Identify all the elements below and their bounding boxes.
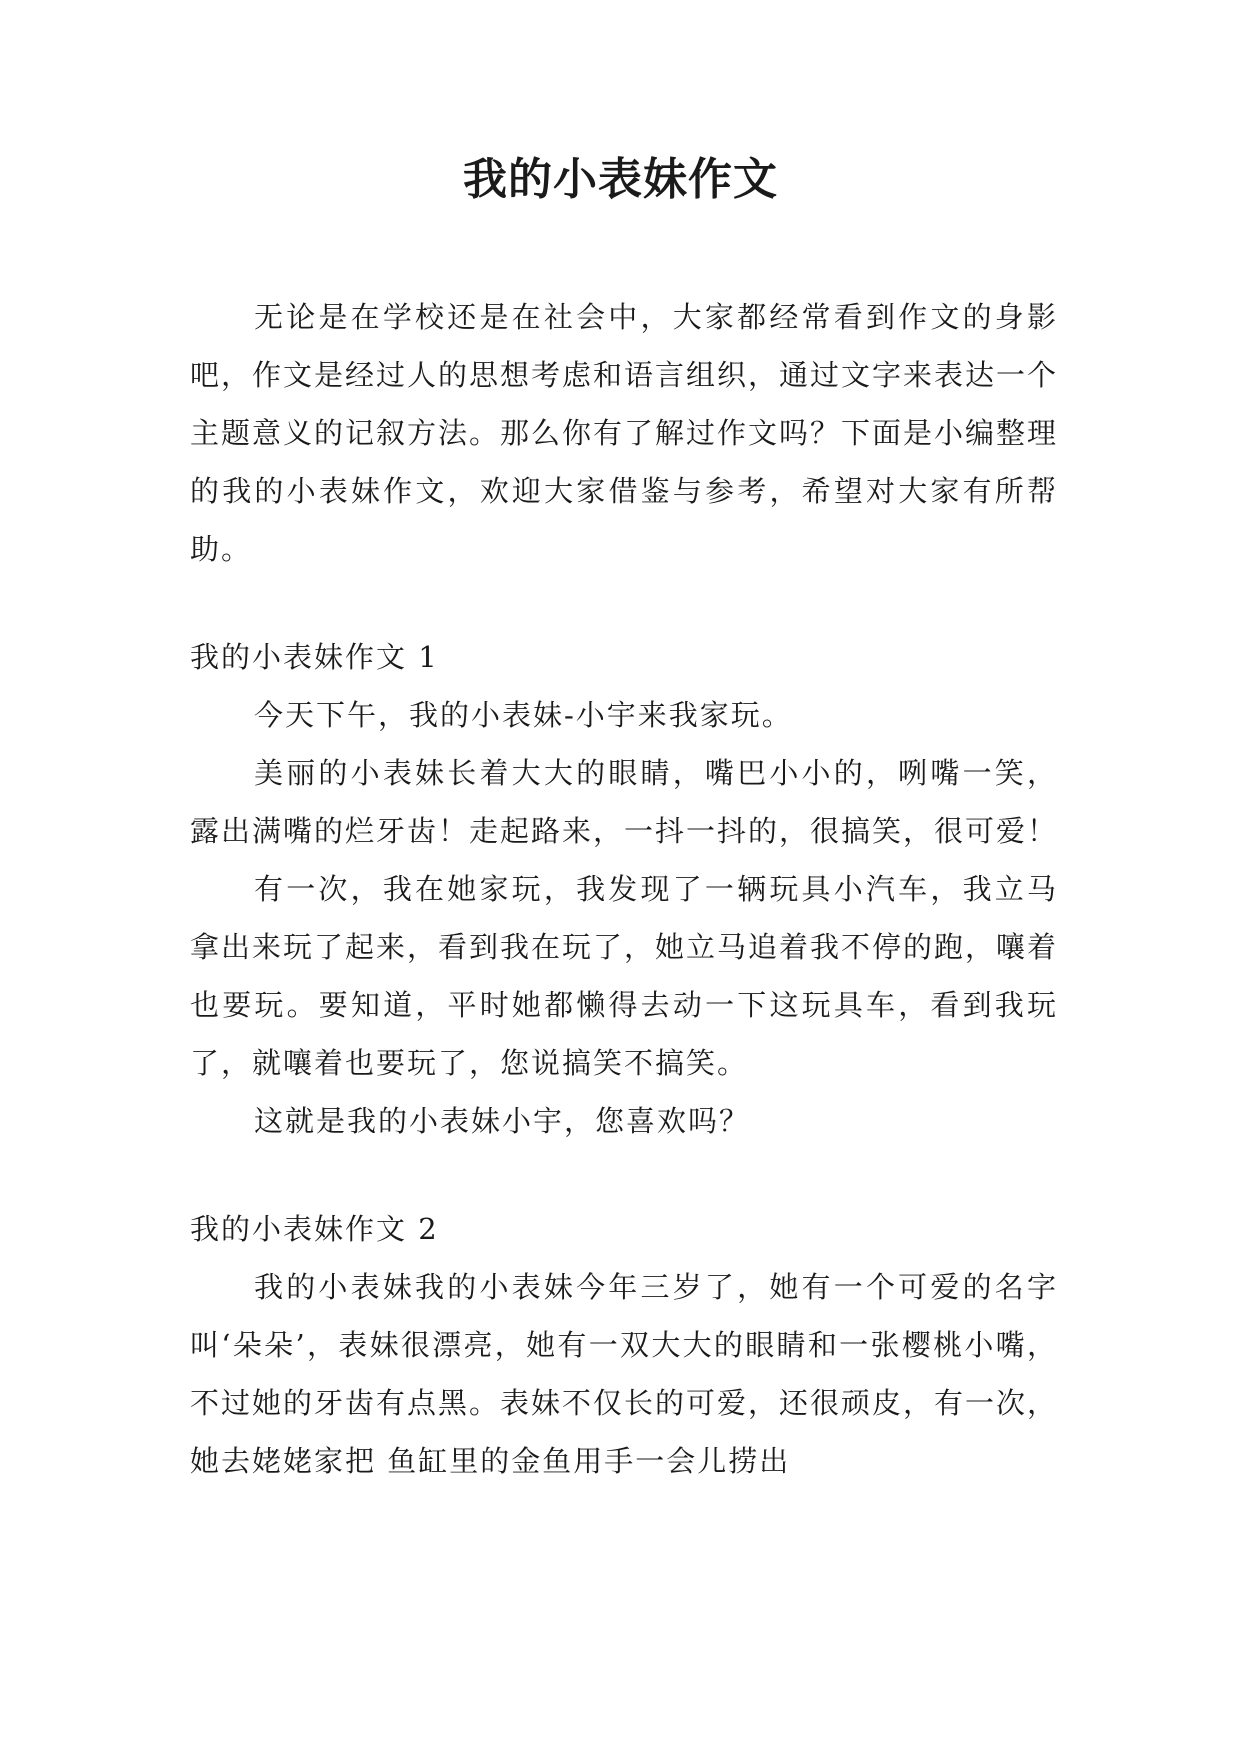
body-paragraph: 美丽的小表妹长着大大的眼睛，嘴巴小小的，咧嘴一笑，露出满嘴的烂牙齿！走起路来，一抖一抖的，很搞笑，很可爱！ (190, 756, 1059, 848)
section-heading: 我的小表妹作文 1 (190, 640, 439, 674)
section-heading: 我的小表妹作文 2 (190, 1212, 439, 1246)
section-gap (190, 578, 1058, 628)
document-body (190, 288, 1058, 1490)
section-gap (190, 1150, 1058, 1200)
essay-section-2 (190, 1200, 1058, 1490)
body-paragraph: 有一次，我在她家玩，我发现了一辆玩具小汽车，我立马拿出来玩了起来，看到我在玩了，她立马追着我不停的跑，嚷着也要玩。要知道，平时她都懒得去动一下这玩具车，看到我玩了，就嚷着也要玩了，您说搞笑不搞笑。 (190, 872, 1059, 1080)
intro-paragraph: 无论是在学校还是在社会中，大家都经常看到作文的身影吧，作文是经过人的思想考虑和语言组织，通过文字来表达一个主题意义的记叙方法。那么你有了解过作文吗？下面是小编整理的我的小表妹作文，欢迎大家借鉴与参考，希望对大家有所帮助。 (190, 300, 1059, 566)
body-paragraph: 我的小表妹我的小表妹今年三岁了，她有一个可爱的名字叫‘朵朵’，表妹很漂亮，她有一双大大的眼睛和一张樱桃小嘴，不过她的牙齿有点黑。表妹不仅长的可爱，还很顽皮，有一次，她去姥姥家把 鱼缸里的金鱼用手一会儿捞出 (190, 1270, 1059, 1478)
document-title: 我的小表妹作文 (463, 154, 778, 205)
body-paragraph: 今天下午，我的小表妹-小宇来我家玩。 (254, 698, 793, 732)
essay-section-1 (190, 628, 1058, 1150)
body-paragraph: 这就是我的小表妹小宇，您喜欢吗？ (254, 1104, 751, 1138)
